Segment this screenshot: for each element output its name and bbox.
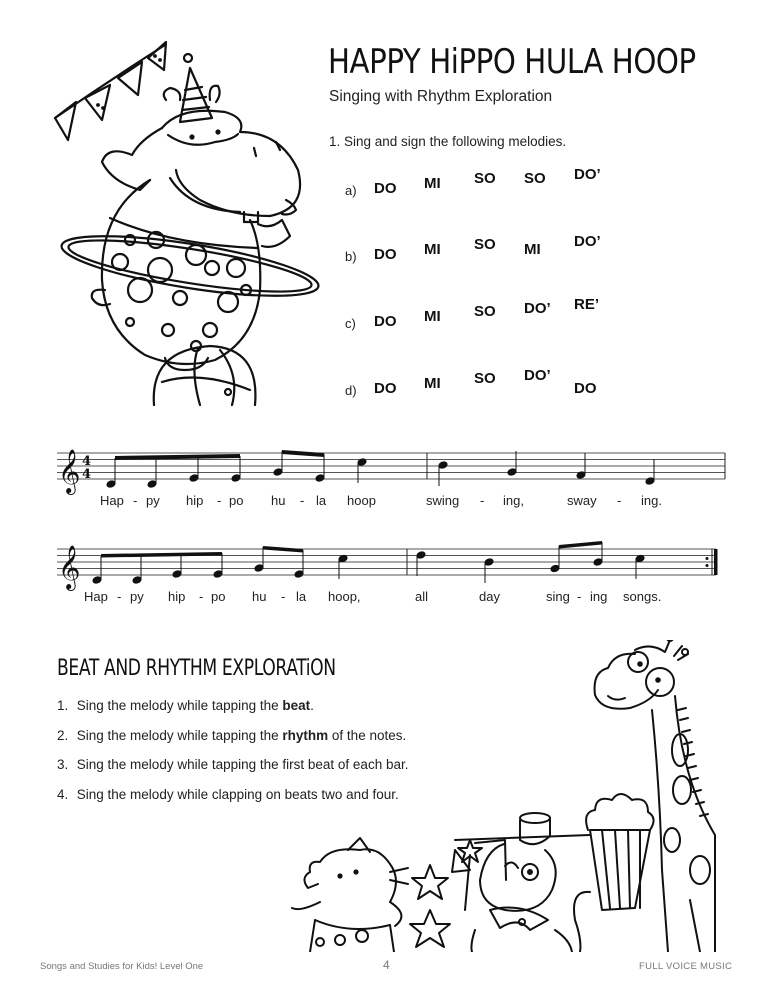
lyric: ing. — [641, 493, 662, 508]
syllable: DO — [374, 313, 397, 330]
list-item: 4. Sing the melody while clapping on beats two and four. — [57, 786, 399, 802]
lyric: la — [316, 493, 327, 508]
music-staff-2 — [0, 520, 773, 620]
row-label: a) — [345, 183, 357, 198]
lyric: sing — [546, 589, 570, 604]
page-subtitle: Singing with Rhythm Exploration — [329, 88, 553, 105]
syllable: SO — [524, 170, 546, 187]
footer-book-title: Songs and Studies for Kids! Level One — [40, 961, 204, 972]
circus-animals-illustration — [290, 640, 750, 952]
syllable: DO — [574, 380, 597, 397]
svg-text:4: 4 — [82, 467, 92, 482]
lyric: - — [117, 589, 122, 604]
lyric: all — [415, 589, 429, 604]
lyric: py — [130, 589, 144, 604]
syllable: SO — [474, 170, 496, 187]
row-label: d) — [345, 383, 357, 398]
syllable: SO — [474, 370, 496, 387]
lyric: po — [229, 493, 244, 508]
page-number: 4 — [383, 958, 390, 972]
syllable: DO’ — [574, 166, 601, 183]
lyric: - — [480, 493, 485, 508]
repeat-barline — [714, 549, 718, 575]
lyric: sway — [567, 493, 597, 508]
time-signature: 4 — [82, 454, 92, 469]
syllable: MI — [424, 308, 441, 325]
syllable: MI — [424, 375, 441, 392]
lyric: ing, — [503, 493, 524, 508]
syllable: SO — [474, 236, 496, 253]
syllable: DO’ — [574, 233, 601, 250]
syllable: MI — [424, 175, 441, 192]
lyric: hu — [271, 493, 286, 508]
lyric: - — [199, 589, 204, 604]
lyric: la — [296, 589, 307, 604]
lyric: - — [217, 493, 222, 508]
lyric: Hap — [100, 493, 124, 508]
syllable: DO — [374, 380, 397, 397]
syllable: SO — [474, 303, 496, 320]
lyric: py — [146, 493, 160, 508]
page-title: HAPPY HiPPO HULA HOOP — [328, 42, 696, 82]
lyric: ing — [590, 589, 608, 604]
syllable: DO’ — [524, 367, 551, 384]
lyric: swing — [426, 493, 460, 508]
syllable: DO — [374, 180, 397, 197]
lyric: Hap — [84, 589, 108, 604]
list-item: 1. Sing the melody while tapping the beat. — [57, 698, 314, 713]
row-label: c) — [345, 316, 356, 331]
hippo-illustration — [50, 40, 320, 410]
footer-publisher: FULL VOICE MUSIC — [639, 961, 733, 972]
syllable: MI — [524, 241, 541, 258]
lyric: - — [281, 589, 286, 604]
lyric: songs. — [623, 589, 662, 604]
section-heading: BEAT AND RHYTHM EXPLORATiON — [57, 656, 336, 681]
list-item: 2. Sing the melody while tapping the rhythm of the notes. — [57, 727, 407, 743]
lyric: hu — [252, 589, 267, 604]
lyric: hip — [168, 589, 186, 604]
syllable: DO’ — [524, 300, 551, 317]
treble-clef-icon: 𝄞 — [58, 449, 81, 493]
lyric: hoop — [347, 493, 376, 508]
lyric: - — [300, 493, 305, 508]
instruction-text: 1. Sing and sign the following melodies. — [329, 134, 567, 149]
lyric: - — [617, 493, 622, 508]
lyric: hip — [186, 493, 204, 508]
syllable: RE’ — [574, 296, 600, 313]
lyric: po — [211, 589, 226, 604]
treble-clef-icon: 𝄞 — [58, 545, 81, 589]
lyric: - — [133, 493, 138, 508]
row-label: b) — [345, 249, 357, 264]
syllable: MI — [424, 241, 441, 258]
lyric: day — [479, 589, 500, 604]
lyric: - — [577, 589, 582, 604]
syllable: DO — [374, 246, 397, 263]
list-item: 3. Sing the melody while tapping the first beat of each bar. — [57, 757, 409, 772]
lyric: hoop, — [328, 589, 361, 604]
